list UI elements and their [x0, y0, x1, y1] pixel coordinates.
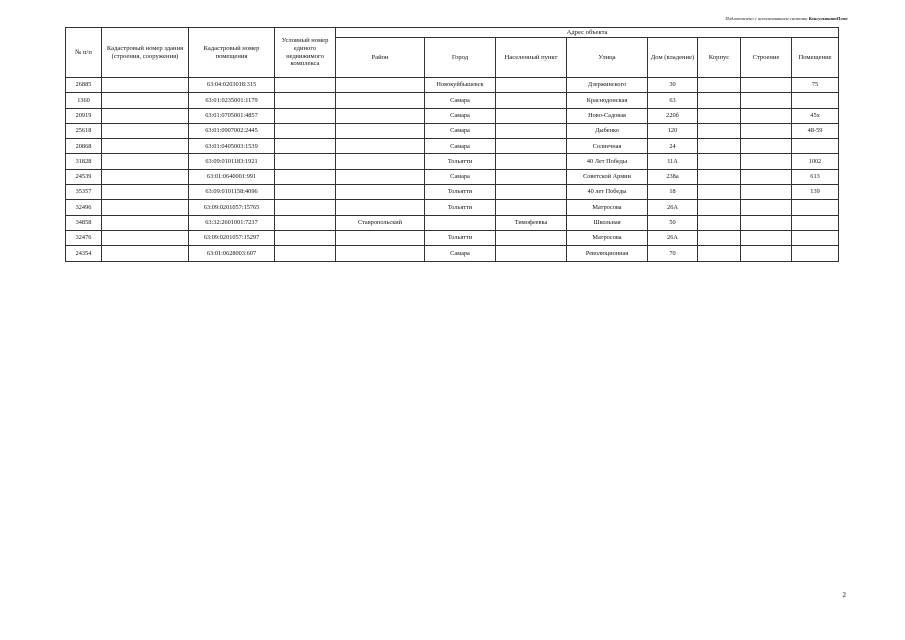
city-cell: Самара	[425, 93, 496, 108]
corpus-cell	[698, 123, 741, 138]
street-cell: 40 лет Победы	[567, 185, 648, 200]
row-number: 32496	[66, 200, 102, 215]
street-cell: Краснодонская	[567, 93, 648, 108]
settlement-cell	[496, 185, 567, 200]
premises-cadastral-cell: 63:09:0101158:4096	[189, 185, 275, 200]
building-cadastral-cell	[102, 78, 189, 93]
district-cell: Ставропольский	[336, 215, 425, 230]
house-cell: 120	[648, 123, 698, 138]
district-cell	[336, 185, 425, 200]
settlement-cell	[496, 154, 567, 169]
corpus-cell	[698, 154, 741, 169]
house-cell: 26А	[648, 230, 698, 245]
row-number: 25618	[66, 123, 102, 138]
corpus-cell	[698, 185, 741, 200]
complex-number-cell	[275, 230, 336, 245]
house-cell: 24	[648, 139, 698, 154]
house-cell: 70	[648, 246, 698, 261]
header-district: Район	[336, 38, 425, 78]
premises-cell: 48-59	[792, 123, 839, 138]
table-body	[66, 78, 839, 262]
premises-cadastral-cell: 63:01:0405003:1539	[189, 139, 275, 154]
district-cell	[336, 169, 425, 184]
street-cell: Школьная	[567, 215, 648, 230]
complex-number-cell	[275, 185, 336, 200]
cadastral-table	[65, 27, 839, 262]
premises-cell: 45х	[792, 108, 839, 123]
house-cell: 26А	[648, 200, 698, 215]
premises-cell: 613	[792, 169, 839, 184]
district-cell	[336, 246, 425, 261]
header-building-cadastral: Кадастровый номер здания (строения, сооружения)	[102, 28, 189, 78]
table-row	[66, 230, 839, 245]
row-number: 26885	[66, 78, 102, 93]
building-cadastral-cell	[102, 230, 189, 245]
structure-cell	[741, 200, 792, 215]
table-row	[66, 93, 839, 108]
complex-number-cell	[275, 123, 336, 138]
settlement-cell	[496, 139, 567, 154]
table-row	[66, 215, 839, 230]
premises-cell: 75	[792, 78, 839, 93]
row-number: 31828	[66, 154, 102, 169]
city-cell	[425, 215, 496, 230]
complex-number-cell	[275, 169, 336, 184]
complex-number-cell	[275, 78, 336, 93]
building-cadastral-cell	[102, 246, 189, 261]
premises-cell	[792, 93, 839, 108]
premises-cadastral-cell: 63:32:2601001:7237	[189, 215, 275, 230]
premises-cell	[792, 200, 839, 215]
structure-cell	[741, 246, 792, 261]
header-settlement: Населенный пункт	[496, 38, 567, 78]
row-number: 32476	[66, 230, 102, 245]
row-number: 34858	[66, 215, 102, 230]
settlement-cell	[496, 200, 567, 215]
row-number: 1360	[66, 93, 102, 108]
corpus-cell	[698, 215, 741, 230]
settlement-cell	[496, 169, 567, 184]
street-cell: Дзержинского	[567, 78, 648, 93]
district-cell	[336, 123, 425, 138]
building-cadastral-cell	[102, 154, 189, 169]
table-row	[66, 139, 839, 154]
header-complex-number: Условный номер единого недвижимого комплекса	[275, 28, 336, 78]
table-row	[66, 154, 839, 169]
district-cell	[336, 230, 425, 245]
city-cell: Тольятти	[425, 200, 496, 215]
city-cell: Самара	[425, 246, 496, 261]
header-street: Улица	[567, 38, 648, 78]
house-cell: 11А	[648, 154, 698, 169]
city-cell: Самара	[425, 123, 496, 138]
premises-cadastral-cell: 63:01:0907002:2445	[189, 123, 275, 138]
settlement-cell: Тимофеевка	[496, 215, 567, 230]
house-cell: 220б	[648, 108, 698, 123]
city-cell: Новокуйбышевск	[425, 78, 496, 93]
building-cadastral-cell	[102, 169, 189, 184]
building-cadastral-cell	[102, 123, 189, 138]
street-cell: Матросова	[567, 230, 648, 245]
premises-cell: 1002	[792, 154, 839, 169]
corpus-cell	[698, 93, 741, 108]
premises-cadastral-cell: 63:09:0201057:15297	[189, 230, 275, 245]
structure-cell	[741, 93, 792, 108]
complex-number-cell	[275, 246, 336, 261]
structure-cell	[741, 169, 792, 184]
premises-cadastral-cell: 63:01:0705001:4857	[189, 108, 275, 123]
table-row	[66, 185, 839, 200]
structure-cell	[741, 230, 792, 245]
structure-cell	[741, 108, 792, 123]
building-cadastral-cell	[102, 215, 189, 230]
premises-cadastral-cell: 63:04:0203018:315	[189, 78, 275, 93]
structure-cell	[741, 78, 792, 93]
street-cell: 40 Лет Победы	[567, 154, 648, 169]
street-cell: Солнечная	[567, 139, 648, 154]
header-note-brand: КонсультантПлюс	[808, 16, 848, 21]
header-note-text: Подготовлено с использованием системы	[725, 16, 808, 21]
house-cell: 63	[648, 93, 698, 108]
city-cell: Самара	[425, 169, 496, 184]
table-row	[66, 169, 839, 184]
row-number: 20919	[66, 108, 102, 123]
table-row	[66, 78, 839, 93]
street-cell: Ново-Садовая	[567, 108, 648, 123]
corpus-cell	[698, 139, 741, 154]
premises-cell	[792, 139, 839, 154]
street-cell: Дыбенко	[567, 123, 648, 138]
structure-cell	[741, 185, 792, 200]
corpus-cell	[698, 169, 741, 184]
city-cell: Тольятти	[425, 230, 496, 245]
corpus-cell	[698, 78, 741, 93]
street-cell: Матросова	[567, 200, 648, 215]
header-corpus: Корпус	[698, 38, 741, 78]
district-cell	[336, 93, 425, 108]
building-cadastral-cell	[102, 139, 189, 154]
structure-cell	[741, 154, 792, 169]
table-row	[66, 108, 839, 123]
settlement-cell	[496, 246, 567, 261]
header-structure: Строение	[741, 38, 792, 78]
header-city: Город	[425, 38, 496, 78]
district-cell	[336, 200, 425, 215]
row-number: 24539	[66, 169, 102, 184]
settlement-cell	[496, 108, 567, 123]
district-cell	[336, 154, 425, 169]
premises-cell	[792, 215, 839, 230]
street-cell: Революционная	[567, 246, 648, 261]
complex-number-cell	[275, 215, 336, 230]
complex-number-cell	[275, 154, 336, 169]
street-cell: Советской Армии	[567, 169, 648, 184]
row-number: 35357	[66, 185, 102, 200]
house-cell: 238а	[648, 169, 698, 184]
corpus-cell	[698, 230, 741, 245]
table-row	[66, 246, 839, 261]
table-row	[66, 123, 839, 138]
complex-number-cell	[275, 200, 336, 215]
settlement-cell	[496, 93, 567, 108]
premises-cadastral-cell: 63:09:0101183:1921	[189, 154, 275, 169]
premises-cell	[792, 246, 839, 261]
city-cell: Тольятти	[425, 185, 496, 200]
settlement-cell	[496, 123, 567, 138]
house-cell: 18	[648, 185, 698, 200]
corpus-cell	[698, 200, 741, 215]
house-cell: 30	[648, 78, 698, 93]
settlement-cell	[496, 230, 567, 245]
corpus-cell	[698, 246, 741, 261]
table-row	[66, 200, 839, 215]
building-cadastral-cell	[102, 200, 189, 215]
city-cell: Самара	[425, 139, 496, 154]
header-address-group: Адрес объекта	[336, 28, 839, 38]
premises-cadastral-cell: 63:01:0640001:991	[189, 169, 275, 184]
header-num: № п/п	[66, 28, 102, 78]
complex-number-cell	[275, 93, 336, 108]
settlement-cell	[496, 78, 567, 93]
header-house: Дом (владение)	[648, 38, 698, 78]
building-cadastral-cell	[102, 185, 189, 200]
district-cell	[336, 108, 425, 123]
structure-cell	[741, 215, 792, 230]
district-cell	[336, 139, 425, 154]
row-number: 24354	[66, 246, 102, 261]
complex-number-cell	[275, 108, 336, 123]
premises-cadastral-cell: 63:01:0235001:1179	[189, 93, 275, 108]
structure-cell	[741, 123, 792, 138]
premises-cadastral-cell: 63:09:0201057:15765	[189, 200, 275, 215]
city-cell: Самара	[425, 108, 496, 123]
row-number: 20868	[66, 139, 102, 154]
corpus-cell	[698, 108, 741, 123]
premises-cadastral-cell: 63:01:0628003:607	[189, 246, 275, 261]
header-premises: Помещение	[792, 38, 839, 78]
premises-cell	[792, 230, 839, 245]
building-cadastral-cell	[102, 108, 189, 123]
header-premises-cadastral: Кадастровый номер помещения	[189, 28, 275, 78]
premises-cell: 139	[792, 185, 839, 200]
consultant-header-note	[725, 16, 848, 21]
page-number: 2	[842, 591, 846, 599]
house-cell: 50	[648, 215, 698, 230]
district-cell	[336, 78, 425, 93]
building-cadastral-cell	[102, 93, 189, 108]
structure-cell	[741, 139, 792, 154]
complex-number-cell	[275, 139, 336, 154]
city-cell: Тольятти	[425, 154, 496, 169]
